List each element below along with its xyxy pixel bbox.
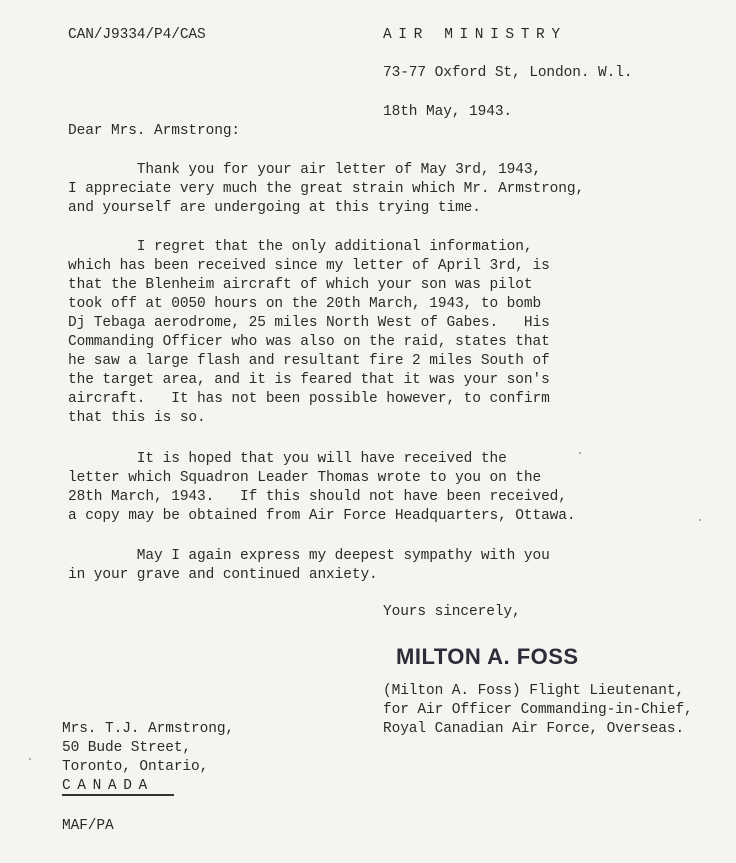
paragraph-line: the target area, and it is feared that it was your son's [68,372,550,388]
paragraph-line: in your grave and continued anxiety. [68,567,378,583]
recipient-city: Toronto, Ontario, [62,759,209,775]
recipient-country: CANADA [62,778,154,794]
paragraph-line: took off at 0050 hours on the 20th March, 1943, to bomb [68,296,542,312]
paragraph-line: he saw a large flash and resultant fire 2 miles South of [68,353,550,369]
paragraph-line: that this is so. [68,410,206,426]
paper-speck [29,758,31,760]
paragraph-line: Commanding Officer who was also on the raid, states that [68,334,550,350]
typist-initials: MAF/PA [62,818,114,834]
paper-speck [699,519,701,521]
paragraph-line: I regret that the only additional information, [68,239,533,255]
paragraph-line: and yourself are undergoing at this trying time. [68,200,481,216]
signature-line: Royal Canadian Air Force, Overseas. [383,721,685,737]
paragraph-line: letter which Squadron Leader Thomas wrote to you on the [68,470,542,486]
reference-number: CAN/J9334/P4/CAS [68,27,206,43]
paragraph-line: Dj Tebaga aerodrome, 25 miles North West of Gabes. His [68,315,550,331]
paragraph-line: May I again express my deepest sympathy with you [68,548,550,564]
signature-line: (Milton A. Foss) Flight Lieutenant, [383,683,685,699]
salutation: Dear Mrs. Armstrong: [68,123,241,139]
paper-speck [579,452,581,454]
paragraph-line: Thank you for your air letter of May 3rd, 1943, [68,162,542,178]
paragraph-line: I appreciate very much the great strain which Mr. Armstrong, [68,181,585,197]
office-title: AIR MINISTRY [383,27,567,43]
paragraph-line: 28th March, 1943. If this should not have been received, [68,489,567,505]
recipient-name: Mrs. T.J. Armstrong, [62,721,235,737]
paragraph-line: It is hoped that you will have received the [68,451,507,467]
country-underline [62,794,174,796]
recipient-street: 50 Bude Street, [62,740,192,756]
signature-stamp: MILTON A. FOSS [396,644,579,669]
paragraph-line: a copy may be obtained from Air Force Headquarters, Ottawa. [68,508,576,524]
paragraph-line: aircraft. It has not been possible however, to confirm [68,391,550,407]
closing: Yours sincerely, [383,604,521,620]
paragraph-line: which has been received since my letter of April 3rd, is [68,258,550,274]
sender-address: 73-77 Oxford St, London. W.l. [383,65,633,81]
signature-line: for Air Officer Commanding-in-Chief, [383,702,693,718]
letter-date: 18th May, 1943. [383,104,513,120]
paragraph-line: that the Blenheim aircraft of which your son was pilot [68,277,533,293]
